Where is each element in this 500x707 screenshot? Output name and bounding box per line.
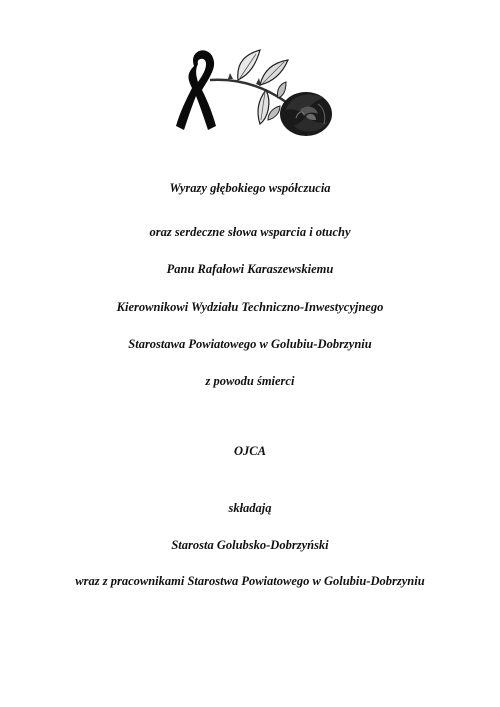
recipient-office: Starostawa Powiatowego w Golubiu-Dobrzyniu xyxy=(128,337,372,351)
black-rose-icon xyxy=(210,50,332,136)
recipient-name: Panu Rafałowi Karaszewskiemu xyxy=(166,262,334,276)
deceased: OJCA xyxy=(234,444,266,458)
recipient-position: Kierownikowi Wydziału Techniczno-Inwestycyjnego xyxy=(116,300,384,314)
signatory: Starosta Golubsko-Dobrzyński xyxy=(171,538,329,552)
condolence-line-2: oraz serdeczne słowa wsparcia i otuchy xyxy=(149,225,351,239)
offered-by: składają xyxy=(228,501,272,515)
condolence-line-1: Wyrazy głębokiego współczucia xyxy=(169,181,331,195)
black-mourning-ribbon-icon xyxy=(176,50,216,130)
signatory-with: wraz z pracownikami Starostwa Powiatowego w Golubiu-Dobrzyniu xyxy=(75,574,425,588)
mourning-emblem xyxy=(168,40,338,150)
condolence-reason: z powodu śmierci xyxy=(205,374,295,388)
